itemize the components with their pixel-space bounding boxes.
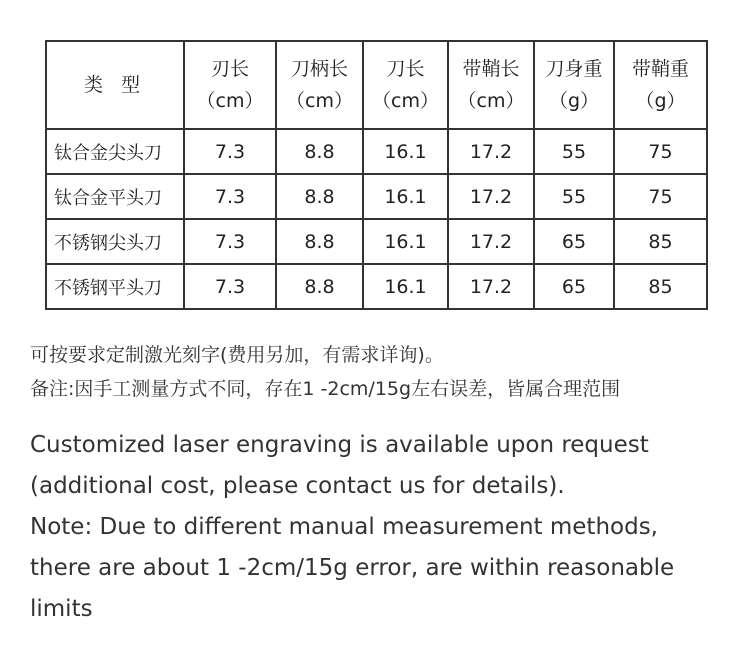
header-unit: （cm） [372,90,439,112]
cell-sheathed-weight: 75 [614,129,707,174]
header-blade-length [184,41,276,129]
measurement-note-en-line3: limits [30,596,93,622]
notes-english [30,425,730,630]
cell-sheathed-length: 17.2 [448,264,534,309]
cell-sheathed-weight: 75 [614,174,707,219]
table-row [46,129,707,174]
header-blade-weight [534,41,614,129]
header-label: 刃长 [210,58,249,80]
measurement-note-cn: 备注:因手工测量方式不同，存在1 -2cm/15g左右误差，皆属合理范围 [30,378,621,400]
header-unit: （cm） [457,90,525,112]
cell-knife-length: 16.1 [363,264,448,309]
engraving-note-en-line1: Customized laser engraving is available upon request [30,432,649,458]
header-sheathed-length [448,41,534,129]
cell-blade-length: 7.3 [184,219,276,264]
header-unit: （cm） [286,90,353,112]
cell-handle-length: 8.8 [276,219,363,264]
spec-table [45,40,708,310]
header-unit: （g） [635,90,686,112]
cell-knife-length: 16.1 [363,129,448,174]
cell-handle-length: 8.8 [276,264,363,309]
header-sheathed-weight [614,41,707,129]
measurement-note-en-line2: there are about 1 -2cm/15g error, are within reasonable [30,555,675,581]
cell-blade-weight: 55 [534,129,614,174]
engraving-note-en-line2: (additional cost, please contact us for details). [30,473,565,499]
table-row [46,219,707,264]
table-header-row [46,41,707,129]
cell-blade-weight: 65 [534,219,614,264]
table-row [46,174,707,219]
table-row [46,264,707,309]
cell-knife-length: 16.1 [363,219,448,264]
cell-blade-length: 7.3 [184,174,276,219]
cell-blade-weight: 65 [534,264,614,309]
header-label: 带鞘长 [462,58,520,80]
header-unit: （cm） [196,90,264,112]
header-unit: （g） [548,90,600,112]
engraving-note-cn: 可按要求定制激光刻字(费用另加，有需求详询)。 [30,344,444,366]
header-handle-length [276,41,363,129]
notes-chinese [30,338,745,406]
cell-blade-weight: 55 [534,174,614,219]
row-type-name: 不锈钢尖头刀 [46,219,184,264]
header-label: 刀身重 [545,58,603,80]
cell-sheathed-length: 17.2 [448,129,534,174]
header-type [46,41,184,129]
cell-handle-length: 8.8 [276,174,363,219]
row-type-name: 钛合金平头刀 [46,174,184,219]
header-label: 带鞘重 [631,58,689,80]
cell-sheathed-length: 17.2 [448,174,534,219]
header-type-label: 类 型 [83,74,147,96]
row-type-name: 钛合金尖头刀 [46,129,184,174]
cell-sheathed-weight: 85 [614,264,707,309]
cell-sheathed-length: 17.2 [448,219,534,264]
cell-blade-length: 7.3 [184,129,276,174]
header-label: 刀长 [386,58,425,80]
cell-handle-length: 8.8 [276,129,363,174]
cell-sheathed-weight: 85 [614,219,707,264]
measurement-note-en-line1: Note: Due to different manual measurement methods, [30,514,658,540]
header-knife-length [363,41,448,129]
cell-knife-length: 16.1 [363,174,448,219]
row-type-name: 不锈钢平头刀 [46,264,184,309]
cell-blade-length: 7.3 [184,264,276,309]
header-label: 刀柄长 [290,58,348,80]
